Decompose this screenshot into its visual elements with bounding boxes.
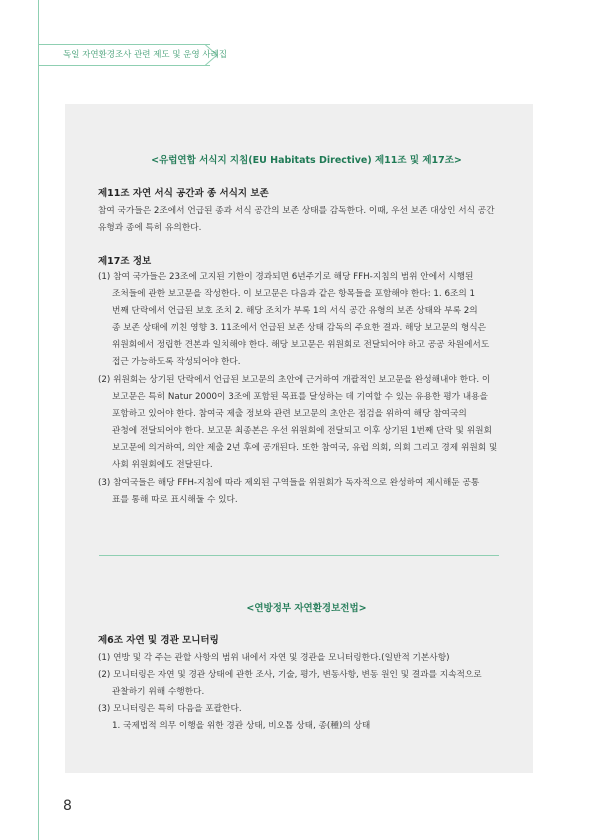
article-17-line: 번째 단락에서 언급된 보호 조치 2. 해당 조치가 부록 1의 서식 공간 유형의 보존 상태와 부록 2의 (112, 306, 478, 316)
section-divider (99, 555, 499, 556)
article-6-line: (2) 모니터링은 자연 및 경관 상태에 관한 조사, 기술, 평가, 변동사항, 변동 원인 및 결과를 지속적으로 (98, 670, 482, 680)
article-17-line: 사회 위원회에도 전달된다. (112, 460, 213, 470)
running-header-title: 독일 자연환경조사 관련 제도 및 운영 사례집 (63, 50, 228, 60)
article-17-line: 종 보존 상태에 끼친 영향 3. 11조에서 언급된 보존 상태 감독의 주요한 결과. 해당 보고문의 형식은 (112, 323, 487, 333)
article-17-line: (3) 참여국들은 해당 FFH-지침에 따라 제외된 구역들을 위원회가 독자적으로 완성하여 제시해둔 공통 (98, 478, 480, 488)
page-number: 8 (63, 798, 72, 814)
article-17-line: 관청에 전달되어야 한다. 보고문 최종본은 우선 위원회에 전달되고 이후 상기된 1번째 단락 및 위원회 (112, 426, 492, 436)
article-17-line: 위원회에서 정립한 견본과 일치해야 한다. 해당 보고문은 위원회로 전달되어야 하고 공공 차원에서도 (112, 340, 490, 350)
article-6-line: 관찰하기 위해 수행한다. (112, 687, 205, 697)
article-6-heading: 제6조 자연 및 경관 모니터링 (98, 635, 219, 646)
article-17-line: 접근 가능하도록 작성되어야 한다. (112, 357, 241, 367)
article-6-line: 1. 국제법적 의무 이행을 위한 경관 상태, 비오톱 상태, 종(種)의 상태 (112, 721, 371, 731)
article-11-line: 유형과 종에 특히 유의한다. (98, 223, 202, 233)
article-6-line: (1) 연방 및 각 주는 관할 사항의 범위 내에서 자연 및 경관을 모니터링한다.(일반적 기본사항) (98, 653, 450, 663)
left-margin-rule (38, 0, 39, 840)
article-17-line: 표를 통해 따로 표시해둘 수 있다. (112, 495, 238, 505)
article-17-line: 보고문에 의거하여, 의안 제출 2년 후에 공개된다. 또한 참여국, 유럽 의회, 의회 그리고 경제 위원회 및 (112, 443, 498, 453)
eu-directive-title: <유럽연합 서식지 지침(EU Habitats Directive) 제11조 및 제17조> (151, 155, 462, 166)
article-17-line: 포함하고 있어야 한다. 참여국 제출 정보와 관련 보고문의 초안은 점검을 위하여 해당 참여국의 (112, 409, 467, 419)
article-11-heading: 제11조 자연 서식 공간과 종 서식지 보존 (98, 188, 269, 199)
article-17-heading: 제17조 정보 (98, 256, 152, 267)
article-17-line: 보고문은 특히 Natur 2000이 3조에 포함된 목표를 달성하는 데 기여할 수 있는 유용한 평가 내용을 (112, 392, 488, 402)
article-6-line: (3) 모니터링은 특히 다음을 포괄한다. (98, 704, 242, 714)
article-17-line: (1) 참여 국가들은 23조에 고지된 기한이 경과되면 6년주기로 해당 FFH-지침의 범위 안에서 시행된 (98, 272, 474, 282)
article-17-line: (2) 위원회는 상기된 단락에서 언급된 보고문의 초안에 근거하여 개괄적인 보고문을 완성해내야 한다. 이 (98, 375, 491, 385)
federal-act-title: <연방정부 자연환경보전법> (246, 603, 367, 614)
article-11-line: 참여 국가들은 2조에서 언급된 종과 서식 공간의 보존 상태를 감독한다. 이때, 우선 보존 대상인 서식 공간 (98, 206, 495, 216)
article-17-line: 조처들에 관한 보고문을 작성한다. 이 보고문은 다음과 같은 항목들을 포함해야 한다: 1. 6조의 1 (112, 289, 476, 299)
